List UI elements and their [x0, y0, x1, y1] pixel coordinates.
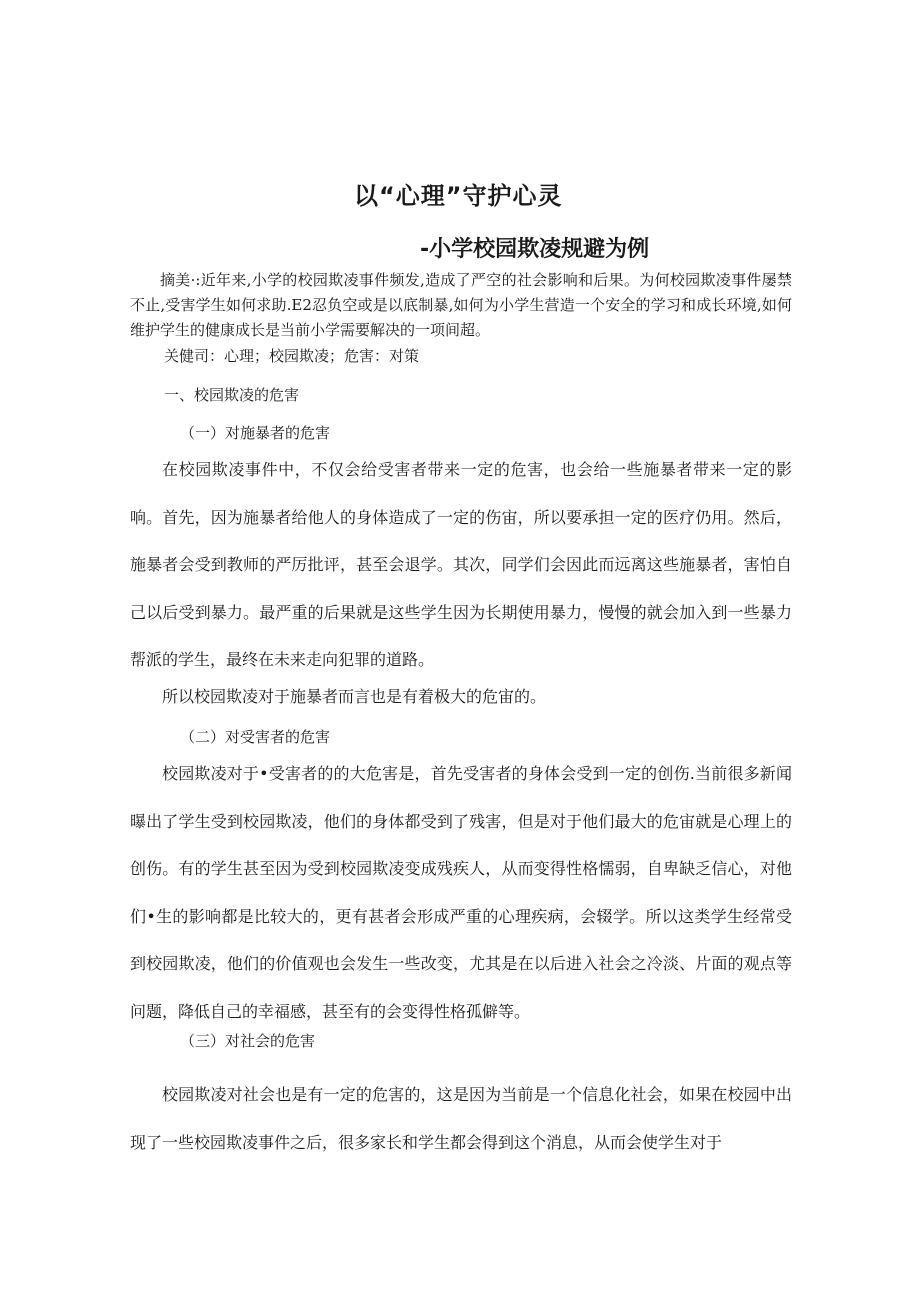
subsection-heading-2: （二）对受害者的危害 — [180, 728, 331, 746]
body-paragraph-3: 校园欺凌对于•受害者的的大危害是，首先受害者的身体会受到一定的创伤.当前很多新闻曝出了学生受到校园欺凌，他们的身体都受到了残害，但是对于他们最大的危宙就是心理上的创伤。有的学生甚至因为受到校园欺凌变成残疾人，从而变得性格懦弱，自卑缺乏信心，对他们•生的影响都是比较大的，更有甚者会形成严重的心理疾病，会辍学。所以这类学生经常受到校园欺凌，他们的价值观也会发生一些改变，尤其是在以后进入社会之冷淡、片面的观点等问题，降低自己的幸福感，甚至有的会变得性格孤僻等。 — [130, 764, 792, 1021]
subsection-heading-1: （一）对施暴者的危害 — [180, 424, 331, 442]
body-paragraph-2: 所以校园欺凌对于施暴者而言也是有着极大的危宙的。 — [162, 687, 547, 706]
keywords-line: 关健司：心理；校园欺凌；危害：对策 — [164, 347, 420, 365]
doc-title: 以“心理”守护心灵 — [354, 182, 563, 210]
subsection-heading-3: （三）对社会的危害 — [180, 1032, 316, 1050]
body-paragraph-4: 校园欺凌对社会也是有一定的危害的，这是因为当前是一个信息化社会，如果在校园中出现了一些校园欺凌事件之后，很多家长和学生都会得到这个消息，从而会使学生对于 — [130, 1085, 792, 1152]
section-heading-1: 一、校园欺凌的危害 — [164, 386, 300, 404]
abstract-paragraph: 摘美·:近年来,小学的校园欺凌事件频发,造成了严空的社会影响和后果。为何校园欺凌事件屡禁不止,受害学生如何求助.E2忍负空或是以底制暴,如何为小学生营造一个安全的学习和成长环境,如何维护学生的健康成长是当前小学需要解决的一项间超。 — [130, 271, 792, 339]
doc-subtitle: -小学校园欺凌规避为例 — [420, 237, 650, 262]
body-paragraph-1: 在校园欺凌事件中，不仅会给受害者带来一定的危害，也会给一些施暴者带来一定的影响。首先，因为施暴者给他人的身体造成了一定的伤宙，所以要承担一定的医疗仍用。然后，施暴者会受到教师的严厉批评，甚至会退学。其次，同学们会因此而远离这些施暴者，害怕自己以后受到暴力。最严重的后果就是这些学生因为长期使用暴力，慢慢的就会加入到一些暴力帮派的学生，最终在未来走向犯罪的道路。 — [130, 460, 792, 669]
